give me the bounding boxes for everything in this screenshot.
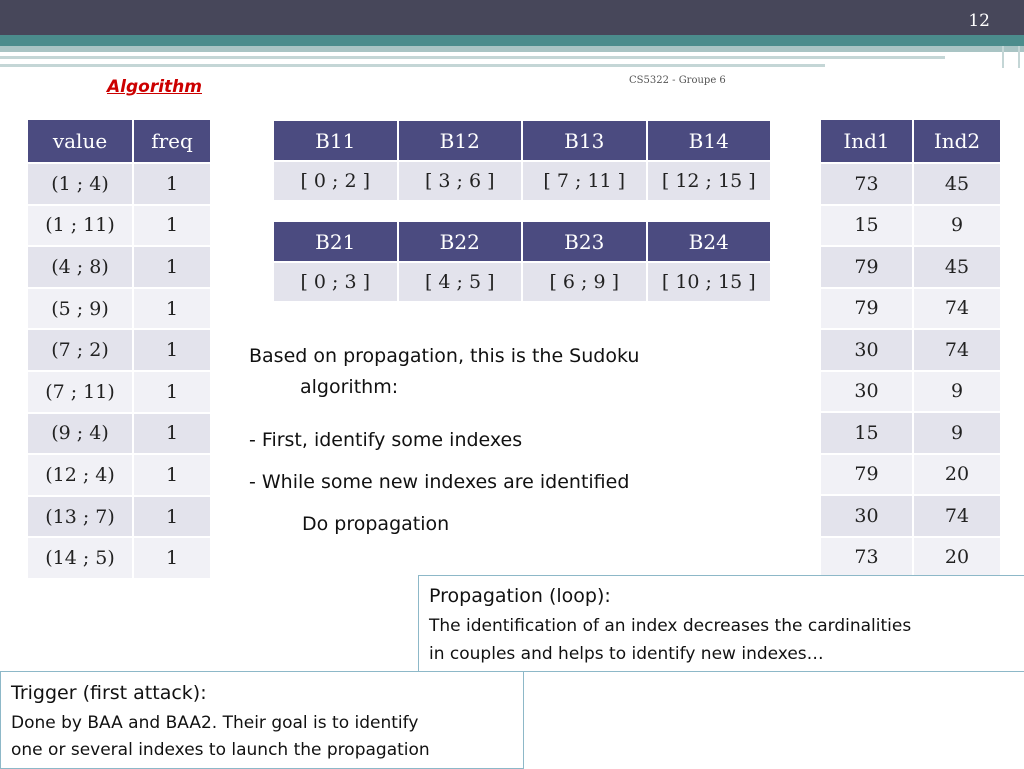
table-cell: 74: [913, 329, 1001, 371]
table-cell: 30: [820, 329, 913, 371]
b2-interval-table: [272, 220, 772, 303]
table-cell: (7 ; 2): [27, 329, 133, 371]
table-cell: 45: [913, 163, 1001, 205]
table-cell: [ 4 ; 5 ]: [398, 262, 523, 302]
trigger-title: Trigger (first attack):: [11, 682, 207, 704]
deco-line-2: [0, 64, 825, 67]
table-row: [820, 537, 1001, 579]
table-row: [820, 205, 1001, 247]
table-cell: 15: [820, 205, 913, 247]
table-cell: 73: [820, 163, 913, 205]
table-cell: 9: [913, 371, 1001, 413]
propagation-body-2: in couples and helps to identify new indexes…: [429, 644, 824, 664]
intro-line-2: algorithm:: [300, 376, 399, 398]
column-header-ind1: Ind1: [820, 119, 913, 163]
table-row: [820, 246, 1001, 288]
propagation-title: Propagation (loop):: [429, 585, 611, 607]
table-cell: 1: [133, 205, 211, 247]
slide-heading: Algorithm: [107, 77, 202, 97]
light-stripe: [0, 46, 1024, 52]
table-cell: [ 0 ; 3 ]: [273, 262, 398, 302]
table-cell: (9 ; 4): [27, 413, 133, 455]
table-row: [820, 454, 1001, 496]
column-header-b24: B24: [647, 221, 772, 262]
table-cell: 1: [133, 413, 211, 455]
table-cell: [ 3 ; 6 ]: [398, 161, 523, 201]
table-cell: (1 ; 4): [27, 163, 133, 205]
deco-line-1: [0, 56, 945, 59]
table-cell: [ 6 ; 9 ]: [522, 262, 647, 302]
propagation-callout: [418, 575, 1024, 672]
table-row: [27, 454, 211, 496]
table-cell: 15: [820, 412, 913, 454]
table-cell: 1: [133, 496, 211, 538]
deco-vline-2: [1018, 46, 1020, 68]
column-header-b14: B14: [647, 120, 772, 161]
step-propagation: Do propagation: [302, 513, 450, 535]
table-row: [27, 496, 211, 538]
table-cell: 1: [133, 329, 211, 371]
table-row: [820, 412, 1001, 454]
value-freq-table: [26, 118, 212, 580]
column-header-b11: B11: [273, 120, 398, 161]
table-cell: [ 7 ; 11 ]: [522, 161, 647, 201]
table-row: [27, 246, 211, 288]
table-row: [820, 288, 1001, 330]
column-header-b22: B22: [398, 221, 523, 262]
table-cell: [ 12 ; 15 ]: [647, 161, 772, 201]
table-cell: 1: [133, 288, 211, 330]
table-row: [820, 329, 1001, 371]
table-cell: (13 ; 7): [27, 496, 133, 538]
propagation-body-1: The identification of an index decreases the cardinalities: [429, 616, 912, 636]
table-row: [820, 371, 1001, 413]
trigger-callout: [0, 671, 524, 769]
column-header-b23: B23: [522, 221, 647, 262]
intro-line-1: Based on propagation, this is the Sudoku: [249, 345, 640, 367]
teal-stripe: [0, 35, 1024, 46]
table-cell: [ 0 ; 2 ]: [273, 161, 398, 201]
table-cell: (7 ; 11): [27, 371, 133, 413]
table-row: [27, 163, 211, 205]
table-row: [27, 537, 211, 579]
table-row: [820, 495, 1001, 537]
table-row: [27, 329, 211, 371]
course-label: CS5322 - Groupe 6: [629, 75, 726, 86]
table-cell: (4 ; 8): [27, 246, 133, 288]
table-cell: (14 ; 5): [27, 537, 133, 579]
table-row: [27, 371, 211, 413]
table-cell: 9: [913, 412, 1001, 454]
column-header-b21: B21: [273, 221, 398, 262]
b1-interval-table: [272, 119, 772, 202]
table-cell: 74: [913, 288, 1001, 330]
table-cell: 1: [133, 246, 211, 288]
table-cell: 79: [820, 454, 913, 496]
table-cell: 1: [133, 371, 211, 413]
ind-table: [819, 118, 1002, 579]
table-cell: 1: [133, 537, 211, 579]
table-row: [820, 163, 1001, 205]
table-row: [27, 205, 211, 247]
table-cell: (12 ; 4): [27, 454, 133, 496]
table-cell: 79: [820, 288, 913, 330]
table-cell: 30: [820, 495, 913, 537]
table-cell: 1: [133, 163, 211, 205]
column-header-ind2: Ind2: [913, 119, 1001, 163]
slide-number: 12: [968, 11, 990, 31]
column-header-b13: B13: [522, 120, 647, 161]
table-cell: 79: [820, 246, 913, 288]
table-cell: 45: [913, 246, 1001, 288]
table-row: [27, 413, 211, 455]
table-cell: (1 ; 11): [27, 205, 133, 247]
table-cell: 9: [913, 205, 1001, 247]
table-cell: 30: [820, 371, 913, 413]
trigger-body-1: Done by BAA and BAA2. Their goal is to identify: [11, 713, 419, 733]
table-cell: 20: [913, 454, 1001, 496]
table-cell: 74: [913, 495, 1001, 537]
column-header-freq: freq: [133, 119, 211, 163]
table-row: [27, 288, 211, 330]
trigger-body-2: one or several indexes to launch the propagation: [11, 740, 430, 760]
table-cell: (5 ; 9): [27, 288, 133, 330]
deco-vline-1: [1002, 46, 1004, 68]
table-cell: 73: [820, 537, 913, 579]
table-cell: 1: [133, 454, 211, 496]
table-cell: 20: [913, 537, 1001, 579]
step-while: - While some new indexes are identified: [249, 471, 630, 493]
column-header-b12: B12: [398, 120, 523, 161]
top-banner: [0, 0, 1024, 35]
step-first: - First, identify some indexes: [249, 429, 523, 451]
column-header-value: value: [27, 119, 133, 163]
table-cell: [ 10 ; 15 ]: [647, 262, 772, 302]
